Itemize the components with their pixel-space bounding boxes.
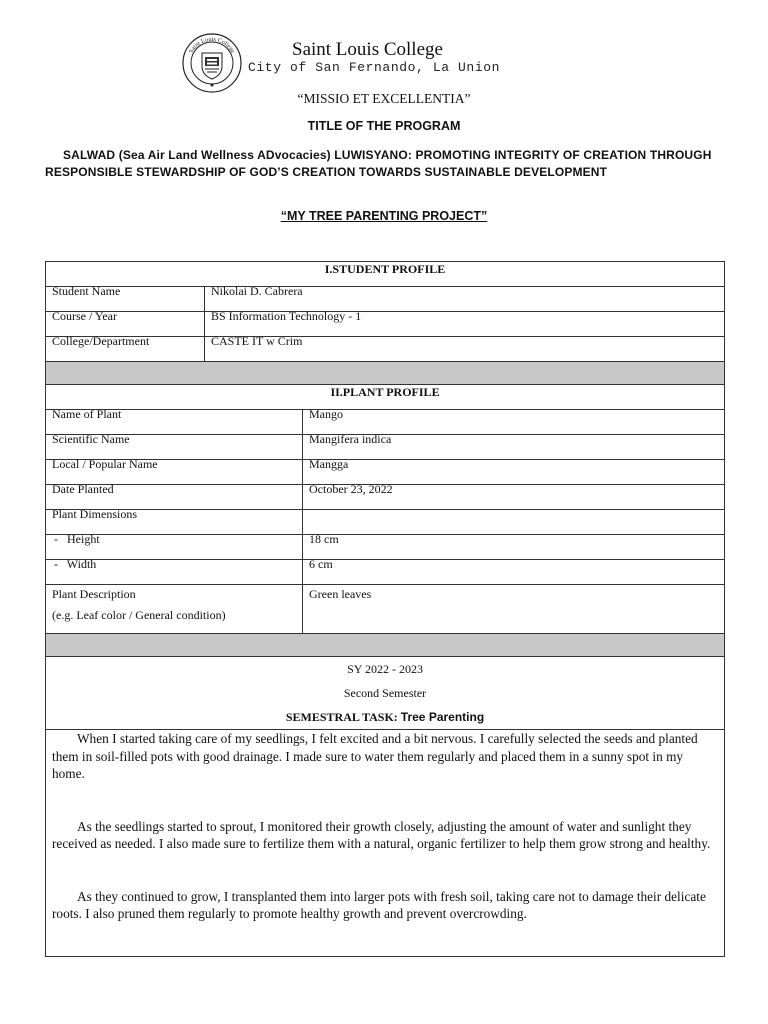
- date-planted-value: October 23, 2022: [303, 485, 725, 510]
- scientific-name-value: Mangifera indica: [303, 435, 725, 460]
- width-value: 6 cm: [303, 560, 725, 585]
- plant-description-label: Plant Description (e.g. Leaf color / General condition): [46, 585, 303, 634]
- width-label: - Width: [46, 560, 303, 585]
- plant-name-row: [46, 410, 725, 435]
- course-year-row: [46, 312, 725, 337]
- svg-text:Saint Louis College: Saint Louis College: [187, 35, 237, 55]
- section-divider: [46, 362, 725, 385]
- plant-dimensions-row: [46, 510, 725, 535]
- student-name-value: Nikolai D. Cabrera: [205, 287, 725, 312]
- scientific-name-row: [46, 435, 725, 460]
- plant-description-row: [46, 585, 725, 634]
- college-seal-logo: [182, 33, 242, 93]
- date-planted-row: [46, 485, 725, 510]
- student-profile-heading: I.STUDENT PROFILE: [46, 262, 725, 287]
- plant-profile-heading: II.PLANT PROFILE: [46, 385, 725, 410]
- plant-name-value: Mango: [303, 410, 725, 435]
- semester-block: [46, 657, 725, 730]
- scientific-name-label: Scientific Name: [46, 435, 303, 460]
- plant-profile-header: [46, 385, 725, 410]
- college-city: City of San Fernando, La Union: [248, 60, 501, 75]
- semester-label: Second Semester: [343, 686, 427, 700]
- height-label: - Height: [46, 535, 303, 560]
- height-row: [46, 535, 725, 560]
- local-name-value: Mangga: [303, 460, 725, 485]
- course-year-label: Course / Year: [46, 312, 205, 337]
- semestral-task: SEMESTRAL TASK: Tree Parenting: [285, 710, 485, 724]
- project-title: “MY TREE PARENTING PROJECT”: [280, 209, 488, 223]
- section-divider: [46, 634, 725, 657]
- plant-dimensions-value: [303, 510, 725, 535]
- program-heading: TITLE OF THE PROGRAM: [307, 119, 461, 133]
- department-value: CASTE IT w Crim: [205, 337, 725, 362]
- plant-name-label: Name of Plant: [46, 410, 303, 435]
- college-motto: “MISSIO ET EXCELLENTIA”: [297, 91, 471, 106]
- student-profile-header: [46, 262, 725, 287]
- essay-paragraph: As the seedlings started to sprout, I monitored their growth closely, adjusting the amount of water and sunlight they received as needed. I also made sure to fertilize them with a natural, organic fertilizer to help them grow strong and healthy.: [52, 818, 711, 851]
- essay-paragraph: As they continued to grow, I transplanted them into larger pots with fresh soil, taking care not to damage their delicate roots. I also pruned them regularly to promote healthy growth and prevent overcrowding.: [52, 888, 706, 921]
- height-value: 18 cm: [303, 535, 725, 560]
- program-title: SALWAD (Sea Air Land Wellness ADvocacies) LUWISYANO: PROMOTING INTEGRITY OF CREATION THROUGH RESPONSIBLE STEWARDSHIP OF GOD’S CREATION TOWARDS SUSTAINABLE DEVELOPMENT: [45, 148, 712, 179]
- plant-dimensions-label: Plant Dimensions: [46, 510, 303, 535]
- local-name-row: [46, 460, 725, 485]
- essay-row: [46, 730, 725, 957]
- plant-description-value: Green leaves: [303, 585, 725, 634]
- width-row: [46, 560, 725, 585]
- essay-paragraph: When I started taking care of my seedlings, I felt excited and a bit nervous. I carefully selected the seeds and planted them in soil-filled pots with good drainage. I made sure to water them regularly and placed them in a sunny spot in my home.: [52, 731, 698, 781]
- date-planted-label: Date Planted: [46, 485, 303, 510]
- profile-table: [45, 261, 725, 957]
- course-year-value: BS Information Technology - 1: [205, 312, 725, 337]
- department-row: [46, 337, 725, 362]
- school-year: SY 2022 - 2023: [347, 662, 423, 676]
- college-name: Saint Louis College: [292, 39, 443, 60]
- department-label: College/Department: [46, 337, 205, 362]
- essay-body: [46, 730, 725, 957]
- student-name-row: [46, 287, 725, 312]
- local-name-label: Local / Popular Name: [46, 460, 303, 485]
- student-name-label: Student Name: [46, 287, 205, 312]
